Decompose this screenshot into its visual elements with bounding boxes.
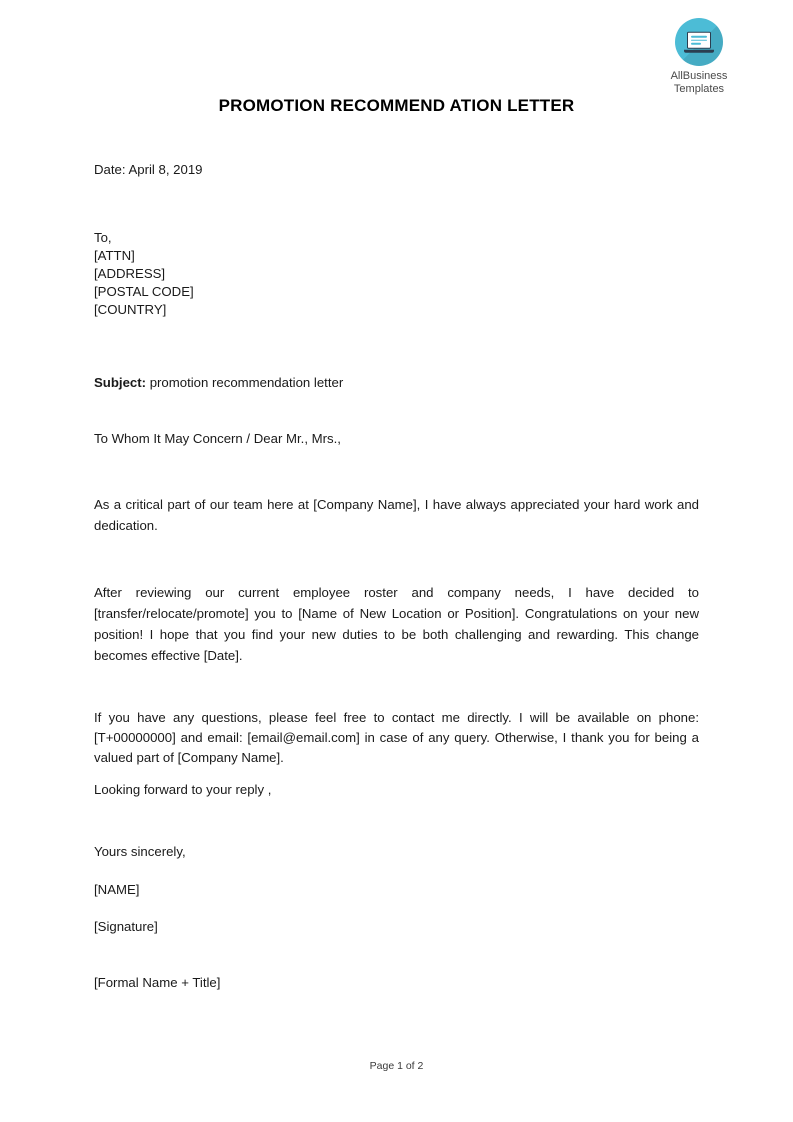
- brand-name-line-2: Templates: [673, 83, 725, 95]
- page-footer: Page 1 of 2: [369, 1060, 424, 1072]
- laptop-icon: [675, 18, 723, 66]
- body-paragraph-1: As a critical part of our team here at [Company Name], I have always appreciated your hard work and dedication.: [94, 497, 699, 533]
- subject-label: Subject:: [94, 375, 147, 390]
- name-placeholder: [NAME]: [94, 882, 140, 897]
- subject-line: [94, 373, 699, 393]
- recipient-to: To,: [94, 230, 112, 245]
- brand-logo: [643, 18, 755, 96]
- body-paragraph-3: If you have any questions, please feel free to contact me directly. I will be available on phone: [T+00000000] and email: [email@email.com] in case of any query. Otherwise, I thank you for being a valued part of [Company Name].: [94, 710, 699, 765]
- recipient-postal-code: [POSTAL CODE]: [94, 284, 194, 299]
- laptop-glyph: [684, 32, 714, 53]
- subject-value: promotion recommendation letter: [149, 375, 344, 390]
- formal-name-placeholder: [Formal Name + Title]: [94, 975, 221, 990]
- closing-reply-line: Looking forward to your reply ,: [94, 782, 272, 797]
- recipient-address: [ADDRESS]: [94, 266, 166, 281]
- signature-placeholder: [Signature]: [94, 919, 158, 934]
- screen-line-1: [691, 36, 707, 38]
- laptop-base: [684, 49, 714, 52]
- recipient-attn: [ATTN]: [94, 248, 135, 263]
- page-title: PROMOTION RECOMMEND ATION LETTER: [218, 96, 575, 115]
- recipient-country: [COUNTRY]: [94, 302, 167, 317]
- salutation: To Whom It May Concern / Dear Mr., Mrs.,: [94, 431, 341, 446]
- brand-name-line-1: AllBusiness: [670, 70, 728, 82]
- date-line: Date: April 8, 2019: [94, 162, 203, 177]
- laptop-screen: [687, 32, 711, 49]
- screen-line-3: [691, 43, 701, 45]
- screen-line-2: [691, 39, 707, 41]
- recipient-address-block: [94, 229, 699, 319]
- sign-off: Yours sincerely,: [94, 844, 186, 859]
- body-paragraph-2: After reviewing our current employee roster and company needs, I have decided to [transfer/relocate/promote] you to [Name of New Location or Position]. Congratulations on your new position! I hope that you find your new duties to be both challenging and rewarding. This change becomes effective [Date].: [94, 585, 699, 663]
- letter-body: [94, 160, 699, 993]
